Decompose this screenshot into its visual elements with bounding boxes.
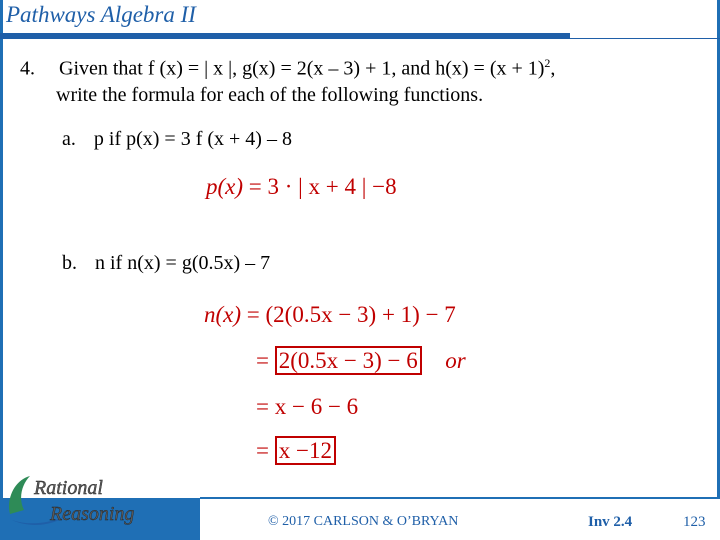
part-a-answer-lhs: p(x) (206, 174, 244, 199)
part-a-label: a. (62, 128, 76, 150)
part-b-step-2-or: or (445, 348, 466, 373)
part-b-label: b. (62, 252, 77, 274)
logo-swoosh-icon (9, 476, 30, 514)
part-b-step-3: = x − 6 − 6 (256, 394, 359, 419)
problem-intro: Given that (59, 57, 148, 80)
part-b-step-2 (256, 348, 466, 374)
problem-number: 4. (20, 57, 35, 80)
part-b-step-2-equals: = (256, 348, 269, 373)
part-b-step-1-rhs: = (2(0.5x − 3) + 1) − 7 (246, 302, 456, 327)
footer-rule (200, 497, 720, 499)
logo-line-2: Reasoning (50, 503, 135, 525)
part-b-step-4-boxed: x −12 (275, 436, 336, 465)
logo-line-1: Rational (34, 477, 103, 499)
part-a-answer (206, 174, 397, 200)
copyright-text: © 2017 CARLSON & O’BRYAN (268, 514, 459, 529)
part-b-step-1 (204, 302, 456, 328)
part-b-step-1-lhs: n(x) (204, 302, 242, 327)
investigation-label: Inv 2.4 (588, 514, 633, 530)
frame-left-border (0, 0, 3, 498)
page-number: 123 (683, 514, 706, 530)
part-b-prompt (62, 252, 270, 275)
part-b-step-2-boxed: 2(0.5x − 3) − 6 (275, 346, 422, 375)
part-b-text: n if n(x) = g(0.5x) – 7 (95, 252, 271, 274)
part-a-answer-rhs: = 3 · | x + 4 | −8 (248, 174, 397, 199)
part-a-text: p if p(x) = 3 f (x + 4) – 8 (93, 128, 292, 150)
part-b-step-4-equals: = (256, 438, 269, 463)
problem-line-2: write the formula for each of the following functions. (56, 84, 484, 106)
rational-reasoning-logo (4, 470, 184, 532)
part-b-step-4 (256, 438, 336, 464)
problem-comma: , (550, 57, 556, 80)
slide-title: Pathways Algebra II (6, 2, 196, 27)
problem-functions: f (x) = | x |, g(x) = 2(x – 3) + 1, and h(x) = (x + 1) (147, 57, 545, 80)
problem-line-1 (20, 56, 555, 81)
part-a-prompt (62, 128, 292, 151)
title-rule (0, 38, 720, 39)
problem-exponent: 2 (544, 56, 551, 70)
